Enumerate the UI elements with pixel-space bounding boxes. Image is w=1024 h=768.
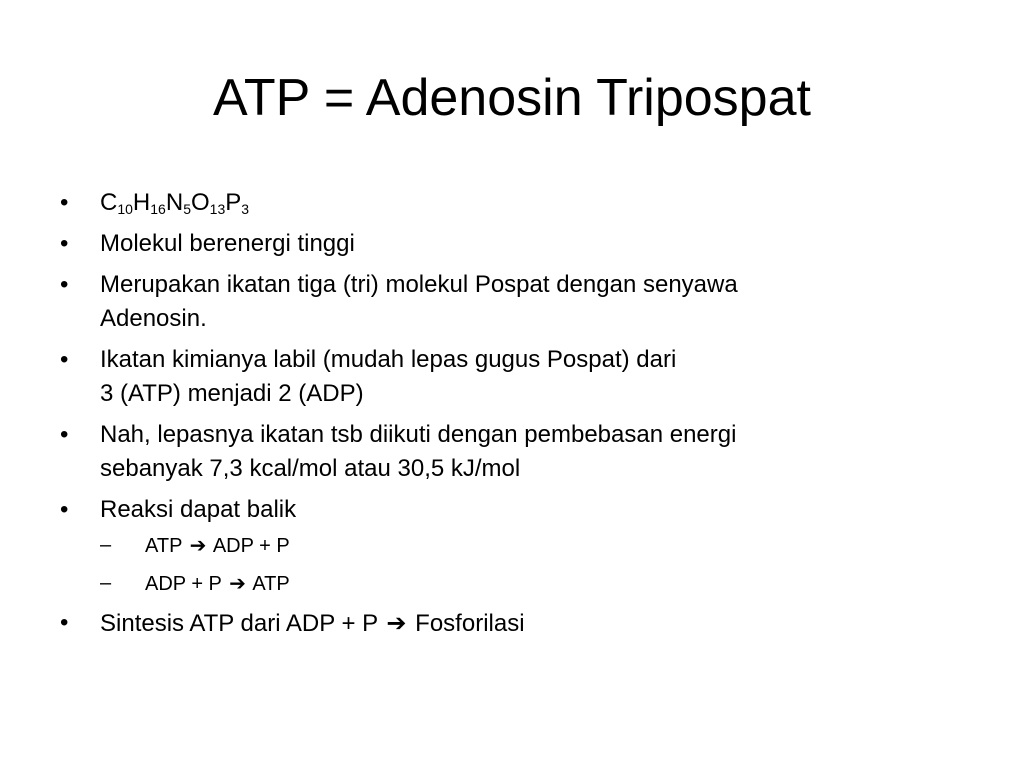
sintesis-right: Fosforilasi <box>415 610 525 637</box>
bullet-text-line1: Nah, lepasnya ikatan tsb diikuti dengan pembebasan energi <box>100 421 737 448</box>
dash-icon: – <box>100 534 112 556</box>
slide-title: ATP = Adenosin Tripospat <box>213 69 811 127</box>
arrow-right-icon: ➔ <box>189 533 207 557</box>
bullet-text-line1: Merupakan ikatan tiga (tri) molekul Pospat dengan senyawa <box>100 271 738 298</box>
formula-element: P <box>225 189 242 216</box>
formula-subscript: 5 <box>183 201 191 217</box>
bullet-icon: • <box>60 609 69 636</box>
formula-subscript: 10 <box>117 201 133 217</box>
reaction-right: ADP + P <box>212 535 290 557</box>
bullet-icon: • <box>60 189 69 216</box>
bullet-icon: • <box>60 421 69 448</box>
bullet-item-energi <box>60 418 960 486</box>
formula-subscript: 16 <box>150 201 166 217</box>
bullet-list-final <box>60 606 960 648</box>
sub-item-forward <box>100 530 960 561</box>
formula-element: N <box>165 189 184 216</box>
formula-element: H <box>132 189 151 216</box>
bullet-item-sintesis <box>60 606 960 641</box>
arrow-right-icon: ➔ <box>229 571 246 595</box>
dash-icon: – <box>100 572 112 594</box>
bullet-item-formula <box>60 186 960 220</box>
bullet-text-line2: sebanyak 7,3 kcal/mol atau 30,5 kJ/mol <box>100 455 521 482</box>
bullet-icon: • <box>60 230 69 257</box>
formula-subscript: 3 <box>241 201 250 217</box>
bullet-icon: • <box>60 271 69 298</box>
formula-element: O <box>190 189 210 216</box>
bullet-item-molekul <box>60 227 960 261</box>
sintesis-left: Sintesis ATP dari ADP + P <box>100 610 378 637</box>
bullet-text-line2: 3 (ATP) menjadi 2 (ADP) <box>100 380 364 407</box>
bullet-text: Reaksi dapat balik <box>100 496 297 523</box>
arrow-right-icon: ➔ <box>386 609 407 637</box>
reaction-left: ADP + P <box>145 573 222 595</box>
bullet-text-line2: Adenosin. <box>100 305 207 332</box>
bullet-text: Molekul berenergi tinggi <box>100 230 355 257</box>
sub-bullet-list <box>60 530 960 606</box>
reaction-left: ATP <box>145 535 183 557</box>
chemical-formula <box>100 186 960 220</box>
bullet-icon: • <box>60 496 69 523</box>
bullet-text-line1: Ikatan kimianya labil (mudah lepas gugus Pospat) dari <box>100 346 677 373</box>
sub-item-reverse <box>100 568 960 599</box>
bullet-item-labil <box>60 343 960 411</box>
formula-subscript: 13 <box>209 201 226 217</box>
bullet-list <box>60 186 960 534</box>
bullet-item-reaksi <box>60 493 960 527</box>
formula-element: C <box>100 189 118 216</box>
reaction-right: ATP <box>252 573 290 595</box>
bullet-text <box>100 606 960 641</box>
bullet-item-ikatan-tiga <box>60 268 960 336</box>
bullet-icon: • <box>60 346 69 373</box>
